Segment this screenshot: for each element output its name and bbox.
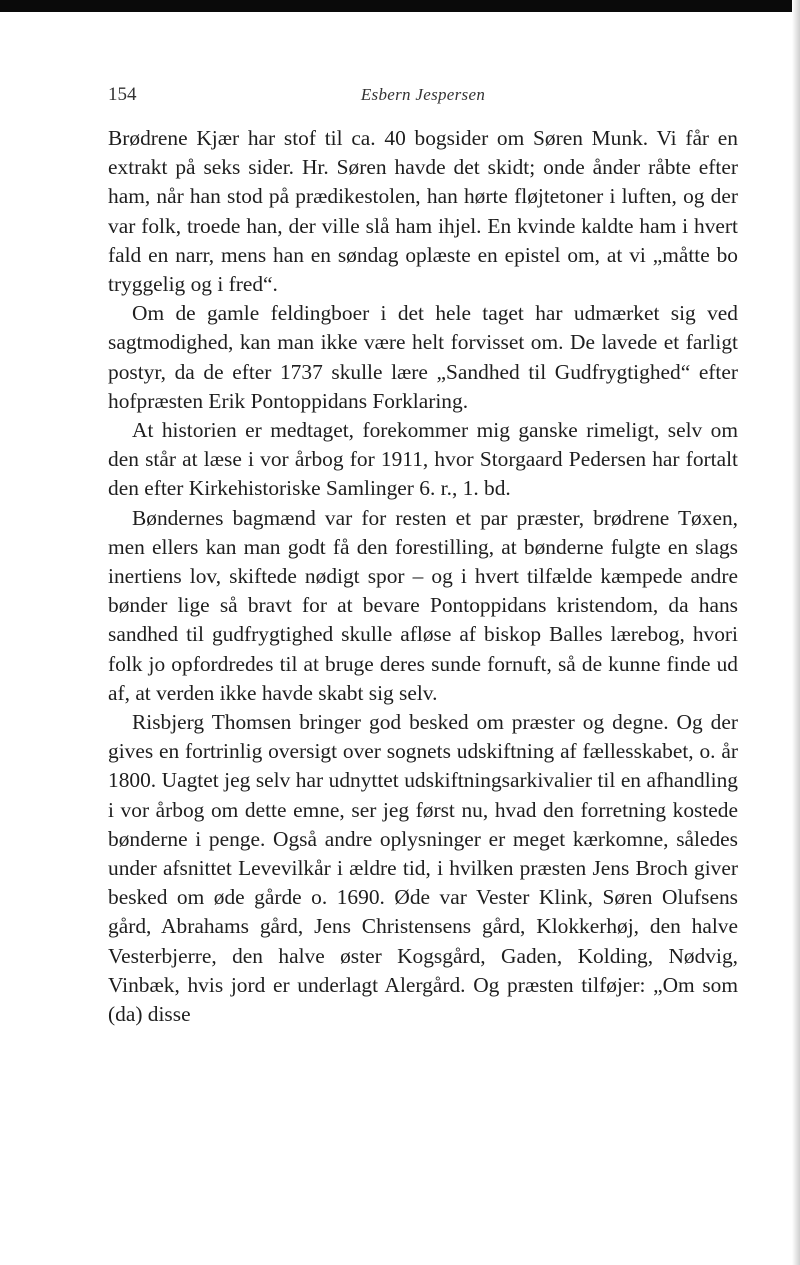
paragraph: Risbjerg Thomsen bringer god besked om præster og degne. Og der gives en fortrinlig oversigt over sognets udskiftning af fællesskabet, o. år 1800. Uagtet jeg selv har udnyttet udskiftningsarkivalier til en afhandling i vor årbog om dette emne, ser jeg først nu, hvad den forretning kostede bønderne i penge. Også andre oplysninger er meget kærkomne, således under afsnittet Levevilkår i ældre tid, i hvilken præsten Jens Broch giver besked om øde gårde o. 1690. Øde var Vester Klink, Søren Olufsens gård, Abrahams gård, Jens Christensens gård, Klokkerhøj, den halve Vesterbjerre, den halve øster Kogsgård, Gaden, Kolding, Nødvig, Vinbæk, hvis jord er underlagt Alergård. Og præsten tilføjer: „Om som (da) disse — [108, 710, 738, 1027]
paragraph: At historien er medtaget, forekommer mig ganske rimeligt, selv om den står at læse i vor årbog for 1911, hvor Storgaard Pedersen har fortalt den efter Kirkehistoriske Samlinger 6. r., 1. bd. — [108, 418, 738, 501]
paragraph: Om de gamle feldingboer i det hele taget har udmærket sig ved sagtmodighed, kan man ikke være helt forvisset om. De lavede et farligt postyr, da de efter 1737 skulle lære „Sandhed til Gudfrygtighed“ efter hofpræsten Erik Pontoppidans Forklaring. — [108, 301, 738, 413]
page-number: 154 — [108, 84, 137, 105]
running-head: Esbern Jespersen — [360, 85, 486, 104]
scan-top-border — [0, 0, 800, 12]
body-text — [108, 124, 738, 1029]
page-header — [108, 84, 738, 112]
paragraph: Bøndernes bagmænd var for resten et par præster, brødrene Tøxen, men ellers kan man godt få den forestilling, at bønderne fulgte en slags inertiens lov, skiftede nødigt spor – og i hvert tilfælde kæmpede andre bønder lige så bravt for at bevare Pontoppidans kristendom, da hans sandhed til gudfrygtighed skulle afløse af biskop Balles lærebog, hvori folk jo opfordredes til at bruge deres sunde fornuft, så de kunne finde ud af, at verden ikke havde skabt sig selv. — [108, 505, 738, 705]
paragraph: Brødrene Kjær har stof til ca. 40 bogsider om Søren Munk. Vi får en extrakt på seks sider. Hr. Søren havde det skidt; onde ånder råbte efter ham, når han stod på prædikestolen, han hørte fløjtetoner i luften, og der var folk, troede han, der ville slå ham ihjel. En kvinde kaldte ham i hvert fald en narr, mens han en søndag oplæste en epistel om, at vi „måtte bo tryggelig og i fred“. — [108, 126, 738, 297]
scan-right-border — [792, 0, 800, 1265]
